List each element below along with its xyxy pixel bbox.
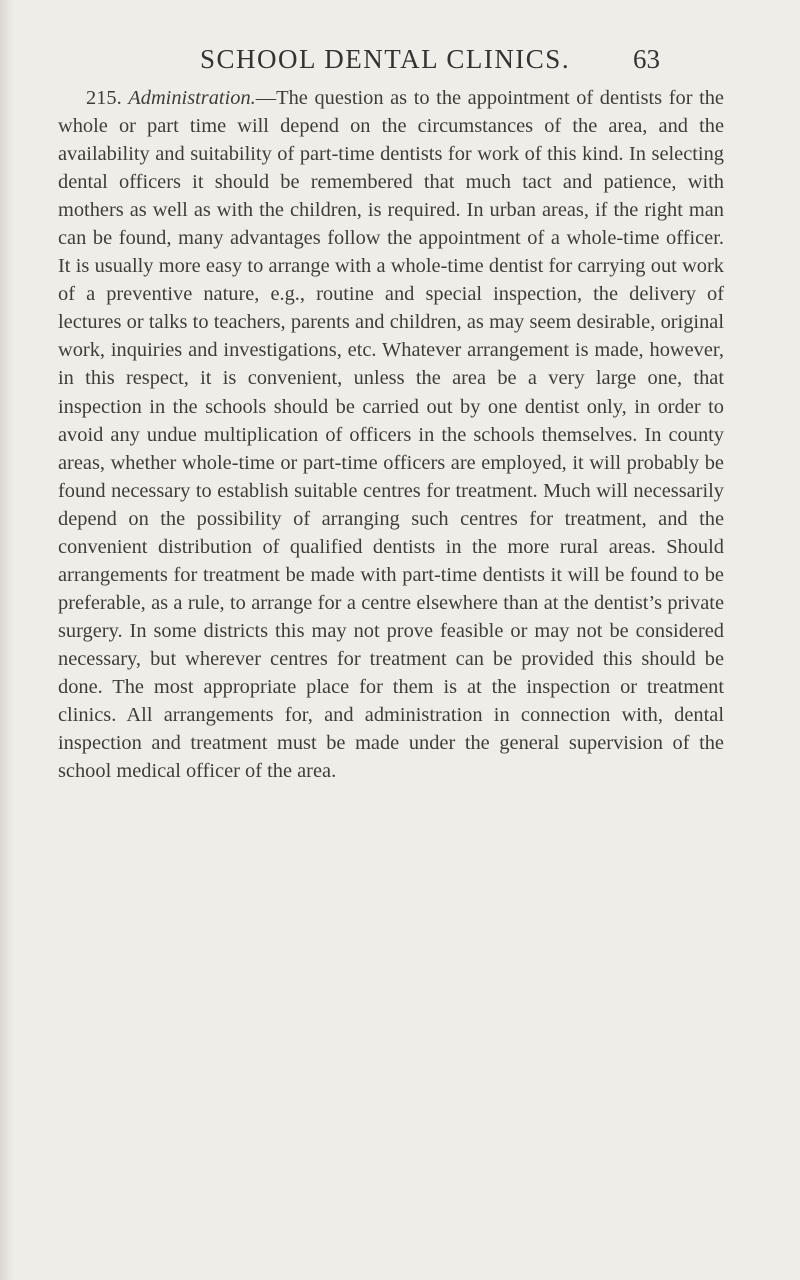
page-edge-shadow [0, 0, 14, 1280]
section-body: The question as to the appointment of dentists for the whole or part time will depend on the circumstances of the area, and the availability and suitability of part-time dentists for work of this kind. In selecting dental officers it should be remembered that much tact and patience, with mothers as well as with the children, is required. In urban areas, if the right man can be found, many advantages follow the appointment of a whole-time officer. It is usually more easy to arrange with a whole-time dentist for carrying out work of a preventive nature, e.g., routine and special inspection, the delivery of lectures or talks to teachers, parents and children, as may seem desirable, original work, inquiries and investigations, etc. Whatever arrangement is made, however, in this respect, it is convenient, unless the area be a very large one, that inspection in the schools should be carried out by one dentist only, in order to avoid any undue multiplication of officers in the schools themselves. In county areas, whether whole-time or part-time officers are employed, it will probably be found necessary to establish suitable centres for treatment. Much will necessarily depend on the possibility of arranging such centres for treatment, and the convenient distribution of qualified dentists in the more rural areas. Should arrangements for treatment be made with part-time dentists it will be found to be preferable, as a rule, to arrange for a centre elsewhere than at the dentist’s private surgery. In some districts this may not prove feasible or may not be considered necessary, but wherever centres for treatment can be provided this should be done. The most appropriate place for them is at the inspection or treatment clinics. All arrangements for, and administration in connection with, dental inspection and treatment must be made under the general supervision of the school medical officer of the area. [58, 87, 724, 783]
page-number: 63 [633, 44, 660, 74]
section-number: 215. [86, 87, 122, 109]
heading-dash: — [255, 87, 277, 109]
running-title: SCHOOL DENTAL CLINICS. [200, 44, 571, 74]
running-head [130, 44, 660, 80]
section-heading: Administration. [128, 87, 256, 109]
section-paragraph [58, 84, 724, 785]
